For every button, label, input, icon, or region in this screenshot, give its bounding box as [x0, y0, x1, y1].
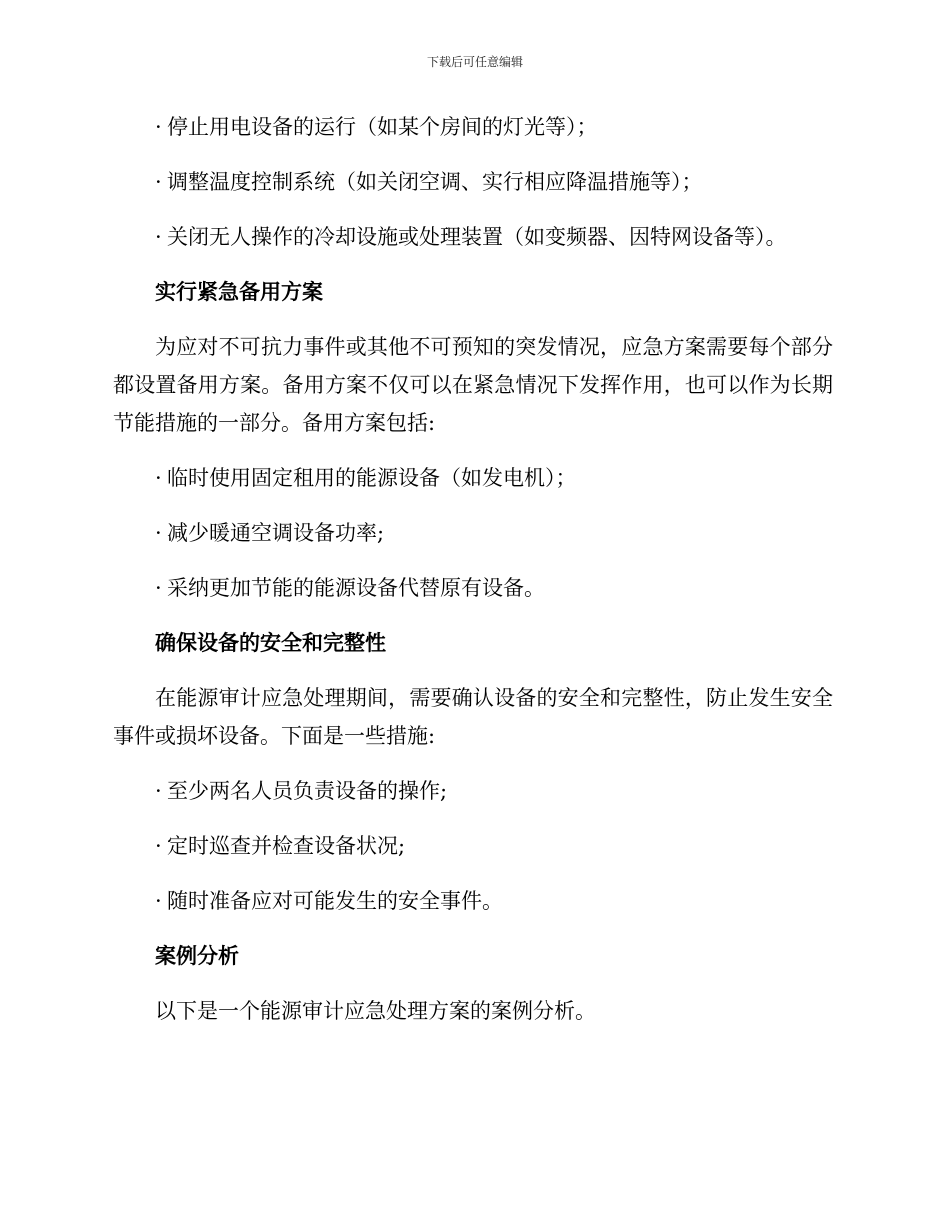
list-item-text: 定时巡查并检查设备状况;	[167, 834, 406, 858]
bullet-dot: ·	[155, 225, 162, 249]
bullet-dot: ·	[155, 115, 162, 139]
list-item	[113, 772, 833, 810]
section-heading: 确保设备的安全和完整性	[155, 630, 386, 655]
bullet-dot: ·	[155, 889, 162, 913]
document-body	[113, 108, 833, 1047]
section-heading: 实行紧急备用方案	[155, 279, 323, 304]
list-item-text: 关闭无人操作的冷却设施或处理装置（如变频器、因特网设备等）。	[167, 225, 787, 249]
list-item-text: 停止用电设备的运行（如某个房间的灯光等）；	[167, 115, 598, 139]
bullet-dot: ·	[155, 576, 162, 600]
list-item	[113, 882, 833, 920]
list-item	[113, 459, 833, 497]
section-heading: 案例分析	[155, 943, 239, 968]
list-item	[113, 218, 833, 256]
bullet-dot: ·	[155, 170, 162, 194]
list-item-text: 至少两名人员负责设备的操作;	[167, 779, 448, 803]
list-item-text: 随时准备应对可能发生的安全事件。	[167, 889, 503, 913]
bullet-dot: ·	[155, 834, 162, 858]
list-item	[113, 569, 833, 607]
list-item-text: 调整温度控制系统（如关闭空调、实行相应降温措施等）；	[167, 170, 703, 194]
paragraph: 在能源审计应急处理期间，需要确认设备的安全和完整性，防止发生安全事件或损坏设备。下面是一些措施:	[113, 686, 833, 748]
bullet-dot: ·	[155, 779, 162, 803]
paragraph: 以下是一个能源审计应急处理方案的案例分析。	[155, 999, 596, 1023]
list-item	[113, 108, 833, 146]
list-item-text: 采纳更加节能的能源设备代替原有设备。	[167, 576, 545, 600]
page-header: 下载后可任意编辑	[426, 55, 523, 69]
bullet-dot: ·	[155, 466, 162, 490]
list-item-text: 临时使用固定租用的能源设备（如发电机）；	[167, 466, 577, 490]
list-item	[113, 163, 833, 201]
bullet-dot: ·	[155, 521, 162, 545]
paragraph: 为应对不可抗力事件或其他不可预知的突发情况，应急方案需要每个部分都设置备用方案。备用方案不仅可以在紧急情况下发挥作用，也可以作为长期节能措施的一部分。备用方案包括:	[113, 335, 833, 435]
list-item-text: 减少暖通空调设备功率;	[167, 521, 385, 545]
list-item	[113, 514, 833, 552]
list-item	[113, 827, 833, 865]
